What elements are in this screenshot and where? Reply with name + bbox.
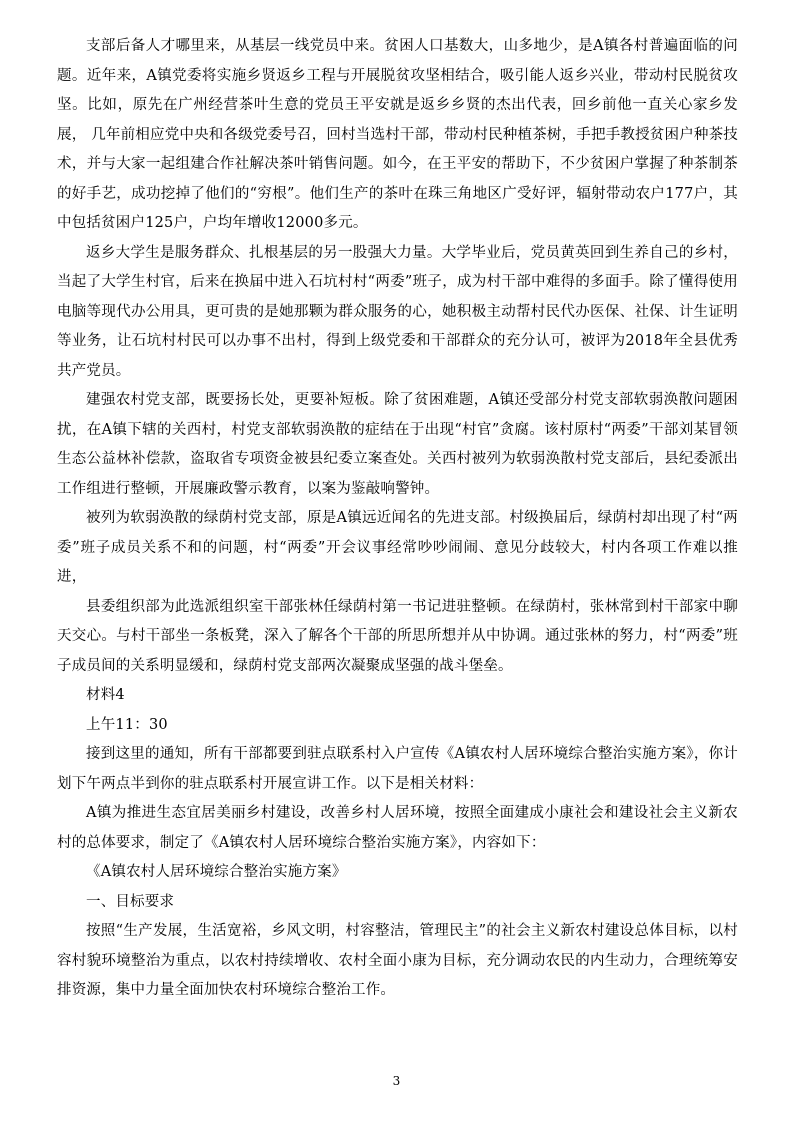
section-heading-goals: 一、目标要求 bbox=[86, 893, 175, 910]
paragraph-talent-source: 支部后备人才哪里来，从基层一线党员中来。贫困人口基数大，山多地少，是A镇各村普遍面临的问题。近年来，A镇党委将实施乡贤返乡工程与开展脱贫攻坚相结合，吸引能人返乡兴业，带动村民脱贫攻坚。比如，原先在广州经营茶叶生意的党员王平安就是返乡乡贤的杰出代表，回乡前他一直关心家乡发展， 几年前相应党中央和各级党委号召，回村当选村干部，带动村民种植茶树，手把手教授贫困户种茶技术，并与大家一起组建合作社解决茶叶销售问题。如今，在王平安的帮助下，不少贫困户掌握了种茶制茶的好手艺，成功挖掉了他们的“穷根”。他们生产的茶叶在珠三角地区广受好评，辐射带动农户177户，其中包括贫困户125户，户均年增收12000多元。 bbox=[57, 38, 739, 231]
plan-title: 《A镇农村人居环境综合整治实施方案》 bbox=[86, 864, 347, 880]
timestamp: 上午11：30 bbox=[86, 716, 168, 733]
document-page bbox=[57, 32, 738, 1006]
paragraph-notice: 接到这里的通知，所有干部都要到驻点联系村入户宣传《A镇农村人居环境综合整治实施方案》，你计划下午两点半到你的驻点联系村开展宣讲工作。以下是相关材料： bbox=[57, 746, 738, 792]
paragraph-returning-graduates: 返乡大学生是服务群众、扎根基层的另一股强大力量。大学毕业后，党员黄英回到生养自己的乡村，当起了大学生村官，后来在换届中进入石坑村村“两委”班子，成为村干部中难得的多面手。除了懂得使用电脑等现代办公用具，更可贵的是她那颗为群众服务的心，她积极主动帮村民代办医保、社保、计生证明等业务，让石坑村村民可以办事不出村，得到上级党委和干部群众的充分认可，被评为2018年全县优秀共产党员。 bbox=[57, 244, 738, 379]
section-heading-material-4: 材料4 bbox=[86, 687, 125, 703]
paragraph-plan-intro: A镇为推进生态宜居美丽乡村建设，改善乡村人居环境，按照全面建成小康社会和建设社会主义新农村的总体要求，制定了《A镇农村人居环境综合整治实施方案》，内容如下： bbox=[57, 805, 738, 851]
paragraph-weak-branches: 建强农村党支部，既要扬长处，更要补短板。除了贫困难题，A镇还受部分村党支部软弱涣散问题困扰，在A镇下辖的关西村，村党支部软弱涣散的症结在于出现“村官”贪腐。该村原村“两委”干部刘某冒领生态公益林补偿款，盗取省专项资金被县纪委立案查处。关西村被列为软弱涣散村党支部后，县纪委派出工作组进行整顿，开展廉政警示教育，以案为鉴敲响警钟。 bbox=[57, 392, 739, 497]
paragraph-goals: 按照“生产发展，生活宽裕，乡风文明，村容整洁，管理民主”的社会主义新农村建设总体目标，以村容村貌环境整治为重点，以农村持续增收、农村全面小康为目标，充分调动农民的内生动力，合理统筹安排资源，集中力量全面加快农村环境综合整治工作。 bbox=[57, 923, 738, 998]
page-number: 3 bbox=[392, 1074, 401, 1088]
paragraph-first-secretary: 县委组织部为此选派组织室干部张林任绿荫村第一书记进驻整顿。在绿荫村，张林常到村干部家中聊天交心。与村干部坐一条板凳，深入了解各个干部的所思所想并从中协调。通过张林的努力，村“两委”班子成员间的关系明显缓和，绿荫村党支部两次凝聚成坚强的战斗堡垒。 bbox=[57, 598, 738, 674]
paragraph-lvyin-village: 被列为软弱涣散的绿荫村党支部，原是A镇远近闻名的先进支部。村级换届后，绿荫村却出现了村“两委”班子成员关系不和的问题，村“两委”开会议事经常吵吵闹闹、意见分歧较大，村内各项工作难以推进， bbox=[57, 510, 738, 585]
